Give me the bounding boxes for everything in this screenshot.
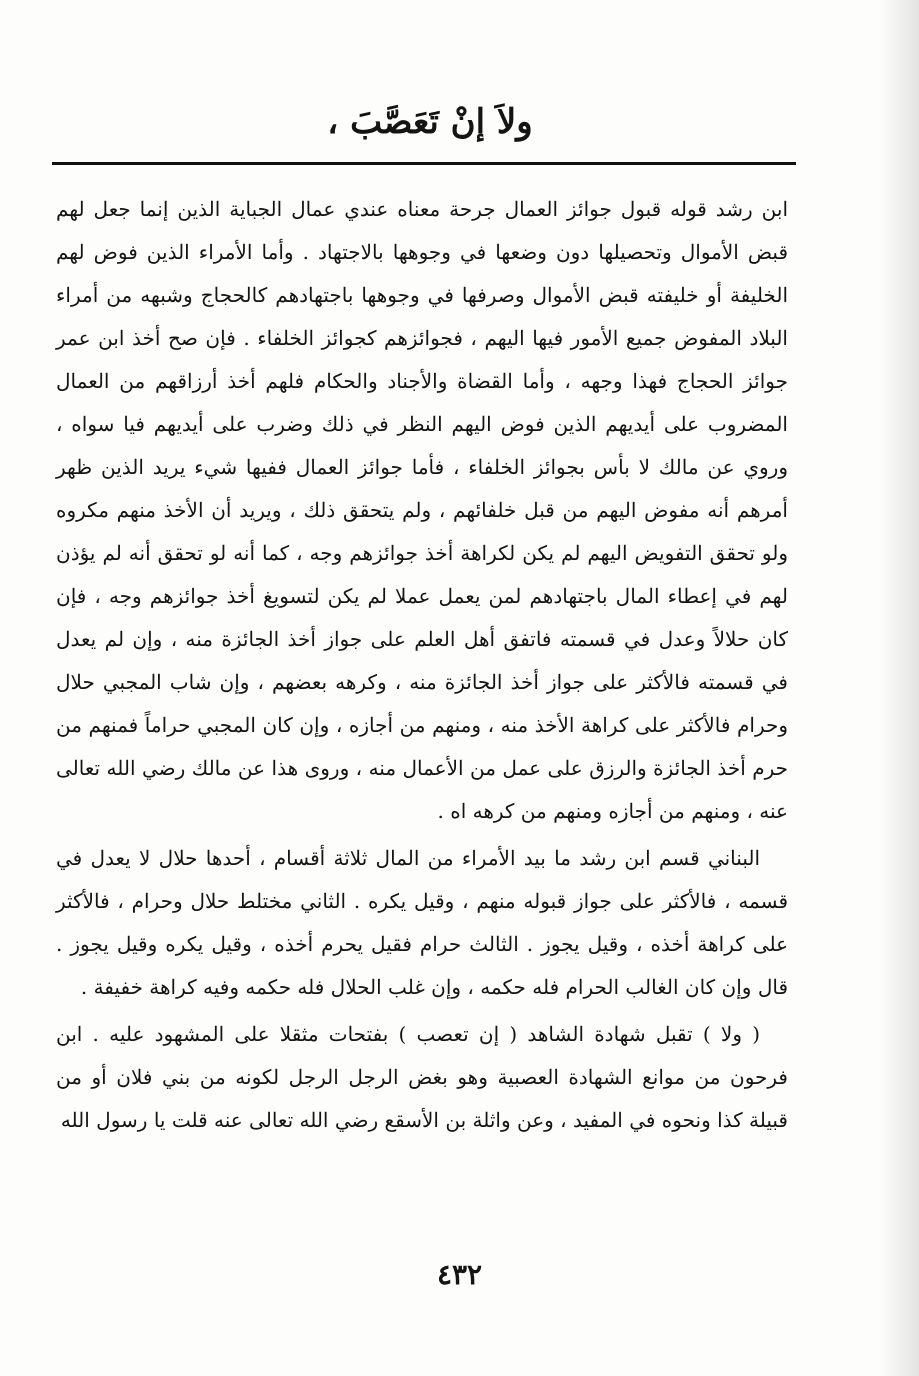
- page-header-title: ولاَ إنْ تَعَصَّبَ ،: [327, 102, 533, 142]
- header-rule: [52, 162, 796, 165]
- body-text: [56, 188, 788, 1142]
- paragraph-al-banani: البناني قسم ابن رشد ما بيد الأمراء من المال ثلاثة أقسام ، أحدها حلال لا يعدل في قسمه ، فالأكثر على جواز قبوله منهم ، وقيل يكره . الثاني مختلط حلال وحرام ، فالأكثر على كراهة أخذه ، وقيل يجوز . الثالث حرام فقيل يحرم أخذه ، وقيل يكره وقيل يجوز . قال وإن كان الغالب الحرام فله حكمه ، وإن غلب الحلال فله حكمه وفيه كراهة خفيفة .: [56, 846, 788, 999]
- page-number: ٤٣٢: [436, 1258, 483, 1291]
- paragraph-ibn-rushd: ابن رشد قوله قبول جوائز العمال جرحة معناه عندي عمال الجباية الذين إنما جعل لهم قبض الأموال وتحصيلها دون وضعها في وجوهها بالاجتهاد . وأما الأمراء الذين فوض لهم الخليفة أو خليفته قبض الأموال وصرفها في وجوهها باجتهادهم كالحجاج وشبهه من أمراء البلاد المفوض جميع الأمور فيها اليهم ، فجوائزهم كجوائز الخلفاء . فإن صح أخذ ابن عمر جوائز الحجاج فهذا وجهه ، وأما القضاة والأجناد والحكام فلهم أخذ أرزاقهم من العمال المضروب على أيديهم الذين فوض اليهم النظر في ذلك وضرب على أيديهم فيا سواه ، وروي عن مالك لا بأس بجوائز الخلفاء ، فأما جوائز العمال ففيها شيء يريد الذين ظهر أمرهم أنه مفوض اليهم من قبل خلفائهم ، ولم يتحقق ذلك ، ويريد أن الأخذ منهم مكروه ولو تحقق التفويض اليهم لم يكن لكراهة أخذ جوائزهم وجه ، كما أنه لو تحقق أنه لم يؤذن لهم في إعطاء المال باجتهادهم لمن يعمل عملا لم يكن لتسويغ أخذ جوائزهم وجه ، فإن كان حلالاً وعدل في قسمته فاتفق أهل العلم على جواز أخذ الجائزة منه ، وإن لم يعدل في قسمته فالأكثر على جواز أخذ الجائزة منه ، وكرهه بعضهم ، وإن شاب المجبي حلال وحرام فالأكثر على كراهة الأخذ منه ، ومنهم من أجازه ، وإن كان المجبي حراماً فمنهم من حرم أخذ الجائزة والرزق على عمل من الأعمال منه ، وروى هذا عن مالك رضي الله تعالى عنه ، ومنهم من أجازه ومنهم من كرهه اه .: [56, 197, 789, 823]
- paragraph-wala-tuqbal: ( ولا ) تقبل شهادة الشاهد ( إن تعصب ) بفتحات مثقلا على المشهود عليه . ابن فرحون من موانع الشهادة العصبية وهو بغض الرجل الرجل لكونه من بني فلان أو من قبيلة كذا ونحوه في المفيد ، وعن واثلة بن الأسقع رضي الله تعالى عنه قلت يا رسول الله: [56, 1022, 788, 1132]
- page-edge-shadow: [879, 0, 919, 1376]
